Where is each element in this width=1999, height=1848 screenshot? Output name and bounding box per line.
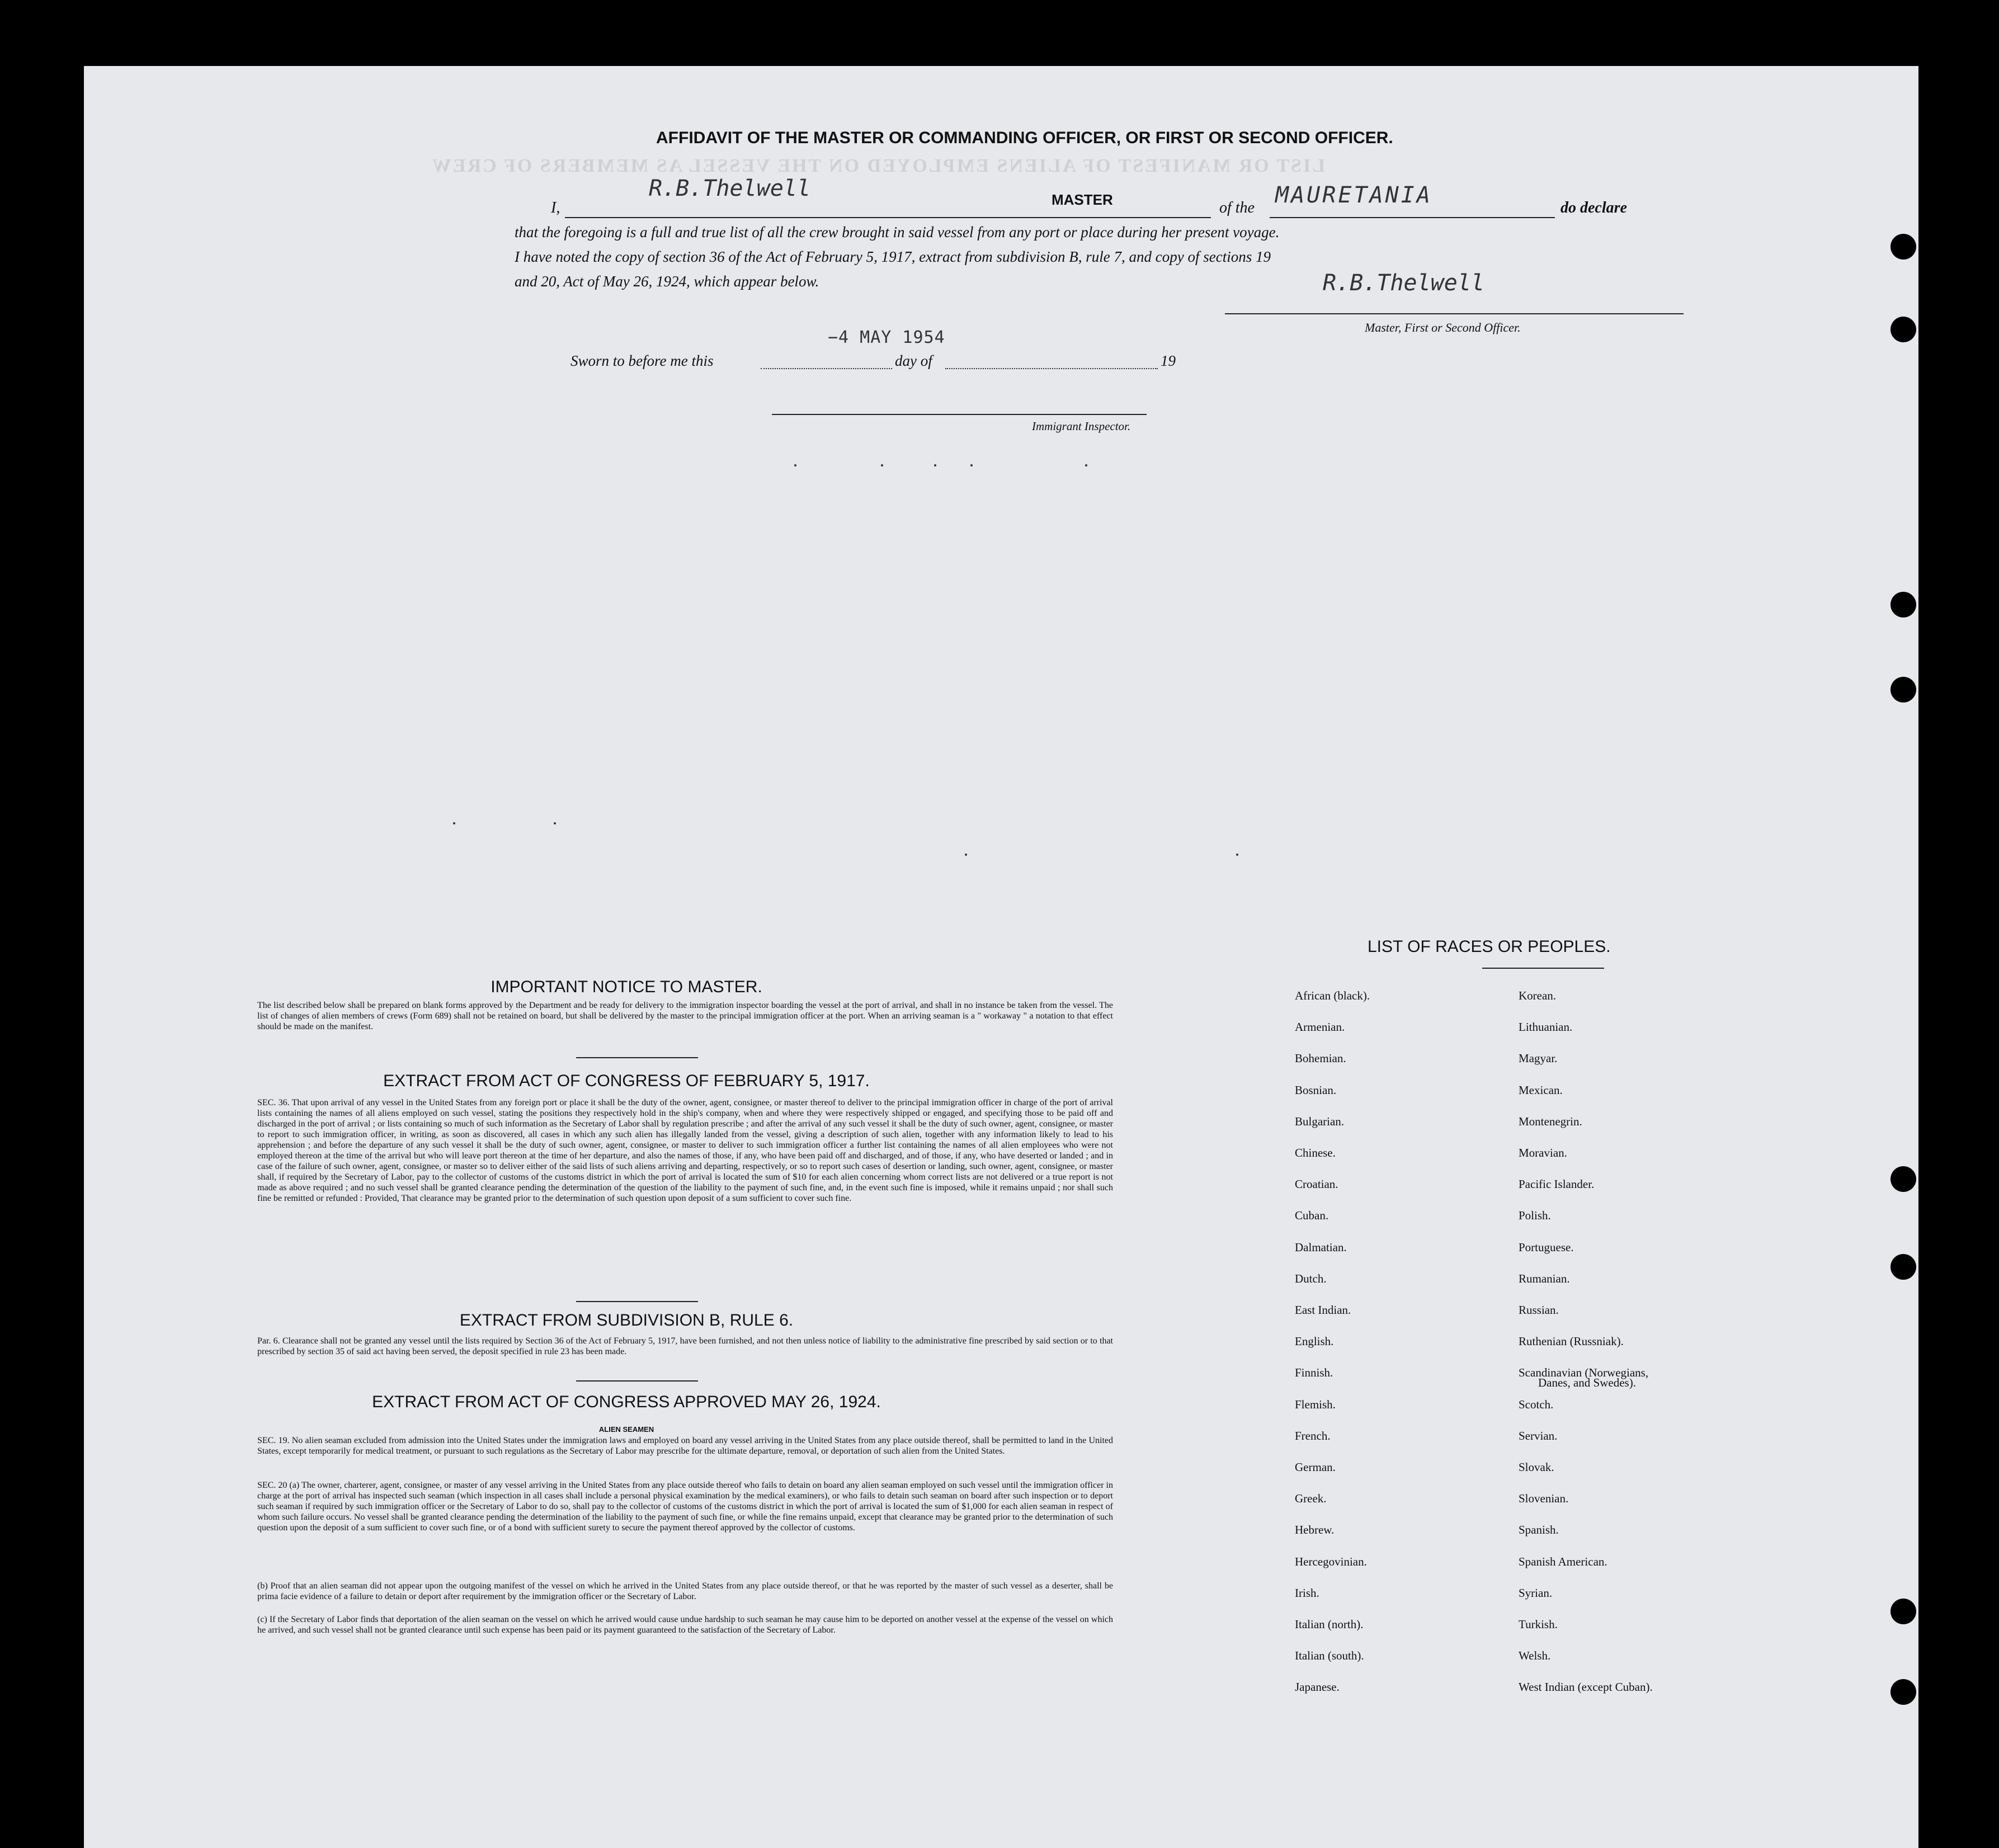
notice-divider bbox=[576, 1057, 698, 1058]
race-item: Armenian. bbox=[1295, 1020, 1345, 1034]
extract-1917-divider bbox=[576, 1301, 698, 1302]
race-item: Spanish American. bbox=[1519, 1554, 1607, 1568]
race-item: French. bbox=[1295, 1429, 1331, 1442]
day-of-label: day of bbox=[895, 352, 932, 369]
sworn-label: Sworn to before me this bbox=[571, 352, 714, 369]
race-item: Finnish. bbox=[1295, 1366, 1333, 1380]
race-item: Greek. bbox=[1295, 1492, 1327, 1506]
race-item: Hebrew. bbox=[1295, 1523, 1335, 1537]
race-item: Servian. bbox=[1519, 1429, 1558, 1442]
race-item: Slovenian. bbox=[1519, 1492, 1569, 1506]
race-item: Slovak. bbox=[1519, 1460, 1554, 1474]
race-item: English. bbox=[1295, 1335, 1334, 1349]
ghost-header: LIST OR MANIFEST OF ALIENS EMPLOYED ON THE VESSEL AS MEMBERS OF CREW bbox=[431, 155, 1325, 176]
extract-1924-subtitle: ALIEN SEAMEN bbox=[598, 1425, 654, 1434]
race-item: Korean. bbox=[1519, 989, 1557, 1002]
vessel-underline bbox=[1270, 217, 1555, 218]
noise-dot bbox=[1236, 854, 1238, 856]
inspector-line bbox=[772, 414, 1147, 415]
inspector-caption: Immigrant Inspector. bbox=[1032, 419, 1131, 433]
extract-1917-body: SEC. 36. That upon arrival of any vessel in the United States from any foreign port or place it shall be the duty of the owner, agent, consignee, or master thereof to deliver to the principal immigration officer in charge of the port of arrival lists containing the names of all aliens employed on such vessel, stating the positions they respectively hold in the ship's company, when and where they were respectively shipped or engaged, and specifying those to be paid off and discharged in the port of arrival ; or lists containing so much of such information as the Secretary of Labor shall by regulation prescribe ; and after the arrival of any such vessel it shall be the duty of such owner, agent, consignee, or master to report to such immigration officer, in writing, as soon as discovered, all cases in which any such alien has illegally landed from the vessel, giving a description of such alien, together with any information likely to lead to his apprehension ; and before the departure of any such vessel it shall be the duty of such owner, agent, consignee, or master to deliver to such immigration officer a further list containing the names of all alien employees who were not employed thereon at the time of the arrival but who will leave port thereon at the time of her departure, and also the names of those, if any, who have been paid off and discharged, and of those, if any, who have deserted or landed ; and in case of the failure of such owner, agent, consignee, or master so to deliver either of the said lists of such aliens arriving and departing, respectively, or so to report such cases of desertion or landing, such owner, agent, consignee, or master shall, if required by the Secretary of Labor, pay to the collector of customs of the customs district in which the port of arrival is located the sum of $10 for each alien concerning whom correct lists are not delivered or a true report is not made as above required ; and no such vessel shall be granted clearance pending the determination of the question of the liability to the payment of such fine, and, in the event such fine is imposed, while it remains unpaid ; nor shall such fine be remitted or refunded : Provided, That clearance may be granted prior to the determination of such question upon deposit of a sum sufficient to cover such fine. bbox=[257, 1098, 1113, 1203]
officer-signature: R.B.Thelwell bbox=[1323, 270, 1484, 296]
race-item: Mexican. bbox=[1519, 1083, 1563, 1097]
race-item: Cuban. bbox=[1295, 1209, 1329, 1223]
sworn-day-line bbox=[761, 368, 892, 369]
race-item: Montenegrin. bbox=[1519, 1114, 1582, 1128]
race-item: Chinese. bbox=[1295, 1146, 1336, 1159]
affidavit-line-3: I have noted the copy of section 36 of the Act of February 5, 1917, extract from subdivision B, rule 7, and copy of sections 19 bbox=[515, 248, 1271, 265]
signature-caption: Master, First or Second Officer. bbox=[1365, 320, 1521, 334]
notice-title: IMPORTANT NOTICE TO MASTER. bbox=[491, 978, 762, 996]
year-prefix: 19 bbox=[1161, 352, 1176, 369]
extract-1924-title: EXTRACT FROM ACT OF CONGRESS APPROVED MAY 26, 1924. bbox=[372, 1393, 881, 1411]
race-item: Polish. bbox=[1519, 1209, 1551, 1223]
of-the-label: of the bbox=[1219, 199, 1255, 216]
subdivision-b-divider bbox=[576, 1380, 698, 1382]
race-item: Pacific Islander. bbox=[1519, 1177, 1595, 1191]
sworn-month-line bbox=[945, 368, 1158, 369]
noise-dot bbox=[970, 464, 973, 466]
extract-1924-sec19: SEC. 19. No alien seaman excluded from admission into the United States under the immigration laws and employed on board any vessel arriving in the United States from any place outside thereof, shall be permitted to land in the United States, except temporarily for medical treatment, or pursuant to such regulations as the Secretary of Labor may prescribe for the ultimate departure, removal, or deportation of such alien from the United States. bbox=[257, 1436, 1113, 1456]
affidavit-i: I, bbox=[551, 199, 560, 216]
race-item: Rumanian. bbox=[1519, 1271, 1570, 1285]
noise-dot bbox=[794, 464, 796, 466]
subdivision-b-title: EXTRACT FROM SUBDIVISION B, RULE 6. bbox=[459, 1311, 794, 1330]
noise-dot bbox=[965, 854, 967, 856]
punch-hole bbox=[1890, 1254, 1916, 1280]
race-item: Flemish. bbox=[1295, 1397, 1336, 1411]
race-item: Lithuanian. bbox=[1519, 1020, 1573, 1034]
race-item: Italian (south). bbox=[1295, 1649, 1364, 1663]
race-item: Dutch. bbox=[1295, 1271, 1327, 1285]
extract-1924-sec20b: (b) Proof that an alien seaman did not appear upon the outgoing manifest of the vessel on which he arrived in the United States from any place outside thereof, or that he was reported by the master of such vessel as a deserter, shall be prima facie evidence of a failure to detain or deport after requirement by the immigration officer or the Secretary of Labor. bbox=[257, 1581, 1113, 1601]
races-divider bbox=[1482, 968, 1604, 969]
master-signature: R.B.Thelwell bbox=[649, 176, 810, 201]
race-item-continuation: Danes, and Swedes). bbox=[1538, 1376, 1636, 1389]
race-item: Turkish. bbox=[1519, 1618, 1558, 1631]
race-item: Bulgarian. bbox=[1295, 1114, 1345, 1128]
race-item: West Indian (except Cuban). bbox=[1519, 1680, 1653, 1694]
affidavit-title: AFFIDAVIT OF THE MASTER OR COMMANDING OFFICER, OR FIRST OR SECOND OFFICER. bbox=[656, 129, 1393, 147]
extract-1924-sec20a: SEC. 20 (a) The owner, charterer, agent, consignee, or master of any vessel arriving in the United States from any place outside thereof who fails to detain on board any alien seaman employed on such vessel until the immigration officer in charge at the port of arrival has inspected such seaman (which inspection in all cases shall include a personal physical examination by the medical examiners), or who fails to detain such seaman on board after such inspection or to deport such seaman if required by such immigration officer or the Secretary of Labor to do so, shall pay to the collector of customs of the customs district in which the port of arrival is located the sum of $1,000 for each alien seaman in respect of whom such failure occurs. No vessel shall be granted clearance pending the determination of the liability to the payment of such fine, or while the fine remains unpaid, except that clearance may be granted prior to the determination of such question upon the deposit of a sum sufficient to cover such fine, or of a bond with sufficient surety to secure the payment thereof approved by the collector of customs. bbox=[257, 1481, 1113, 1533]
race-item: Russian. bbox=[1519, 1303, 1559, 1317]
date-stamp: −4 MAY 1954 bbox=[828, 328, 945, 347]
race-item: Magyar. bbox=[1519, 1052, 1558, 1066]
rank-label: MASTER bbox=[1052, 191, 1113, 208]
do-declare-label: do declare bbox=[1560, 199, 1627, 216]
subdivision-b-body: Par. 6. Clearance shall not be granted any vessel until the lists required by Section 36 of the Act of February 5, 1917, have been furnished, and not then unless notice of liability to the administrative fine prescribed by said section or to that prescribed by section 35 of said act having been served, the deposit specified in rule 23 has been made. bbox=[257, 1336, 1113, 1356]
race-item: Ruthenian (Russniak). bbox=[1519, 1335, 1624, 1349]
punch-hole bbox=[1890, 1679, 1916, 1705]
punch-hole bbox=[1890, 677, 1916, 703]
notice-body: The list described below shall be prepared on blank forms approved by the Department and be ready for delivery to the immigration inspector boarding the vessel at the port of arrival, and shall in no instance be taken from the vessel. The list of changes of alien members of crews (Form 689) shall not be retained on board, but shall be delivered by the master to the principal immigration officer at the port. When an arriving seaman is a " workaway " a notation to that effect should be made on the manifest. bbox=[257, 1001, 1113, 1031]
affidavit-line-4: and 20, Act of May 26, 1924, which appear below. bbox=[515, 273, 819, 290]
race-item: Scotch. bbox=[1519, 1397, 1554, 1411]
vessel-name: MAURETANIA bbox=[1275, 182, 1432, 208]
race-item: Scandinavian (Norwegians, bbox=[1519, 1366, 1649, 1380]
race-item: African (black). bbox=[1295, 989, 1370, 1002]
signature-line bbox=[1225, 313, 1684, 314]
punch-hole bbox=[1890, 1166, 1916, 1192]
race-item: East Indian. bbox=[1295, 1303, 1351, 1317]
noise-dot bbox=[1085, 464, 1087, 466]
race-item: Irish. bbox=[1295, 1586, 1319, 1600]
affidavit-line-2: that the foregoing is a full and true list of all the crew brought in said vessel from any port or place during her present voyage. bbox=[515, 224, 1280, 241]
document-sheet bbox=[84, 66, 1918, 1848]
race-item: Dalmatian. bbox=[1295, 1240, 1347, 1254]
noise-dot bbox=[453, 822, 455, 824]
punch-hole bbox=[1890, 592, 1916, 617]
race-item: Japanese. bbox=[1295, 1680, 1340, 1694]
race-item: Italian (north). bbox=[1295, 1618, 1364, 1631]
race-item: Bohemian. bbox=[1295, 1052, 1346, 1066]
race-item: Moravian. bbox=[1519, 1146, 1567, 1159]
race-item: Syrian. bbox=[1519, 1586, 1553, 1600]
punch-hole bbox=[1890, 234, 1916, 260]
race-item: German. bbox=[1295, 1460, 1336, 1474]
punch-hole bbox=[1890, 1599, 1916, 1624]
extract-1924-sec20c: (c) If the Secretary of Labor finds that deportation of the alien seaman on the vessel on which he arrived would cause undue hardship to such seaman he may cause him to be deported on another vessel at the expense of the vessel on which he arrived, and such vessel shall not be granted clearance until such expense has been paid or its payment guaranteed to the satisfaction of the Secretary of Labor. bbox=[257, 1615, 1113, 1635]
race-item: Portuguese. bbox=[1519, 1240, 1574, 1254]
extract-1917-title: EXTRACT FROM ACT OF CONGRESS OF FEBRUARY 5, 1917. bbox=[383, 1072, 870, 1090]
race-item: Croatian. bbox=[1295, 1177, 1338, 1191]
noise-dot bbox=[934, 464, 936, 466]
races-title: LIST OF RACES OR PEOPLES. bbox=[1368, 937, 1611, 956]
noise-dot bbox=[554, 822, 556, 824]
punch-hole bbox=[1890, 317, 1916, 342]
race-item: Spanish. bbox=[1519, 1523, 1559, 1537]
race-item: Welsh. bbox=[1519, 1649, 1551, 1663]
name-underline bbox=[565, 217, 1211, 218]
noise-dot bbox=[881, 464, 883, 466]
race-item: Hercegovinian. bbox=[1295, 1554, 1367, 1568]
race-item: Bosnian. bbox=[1295, 1083, 1337, 1097]
